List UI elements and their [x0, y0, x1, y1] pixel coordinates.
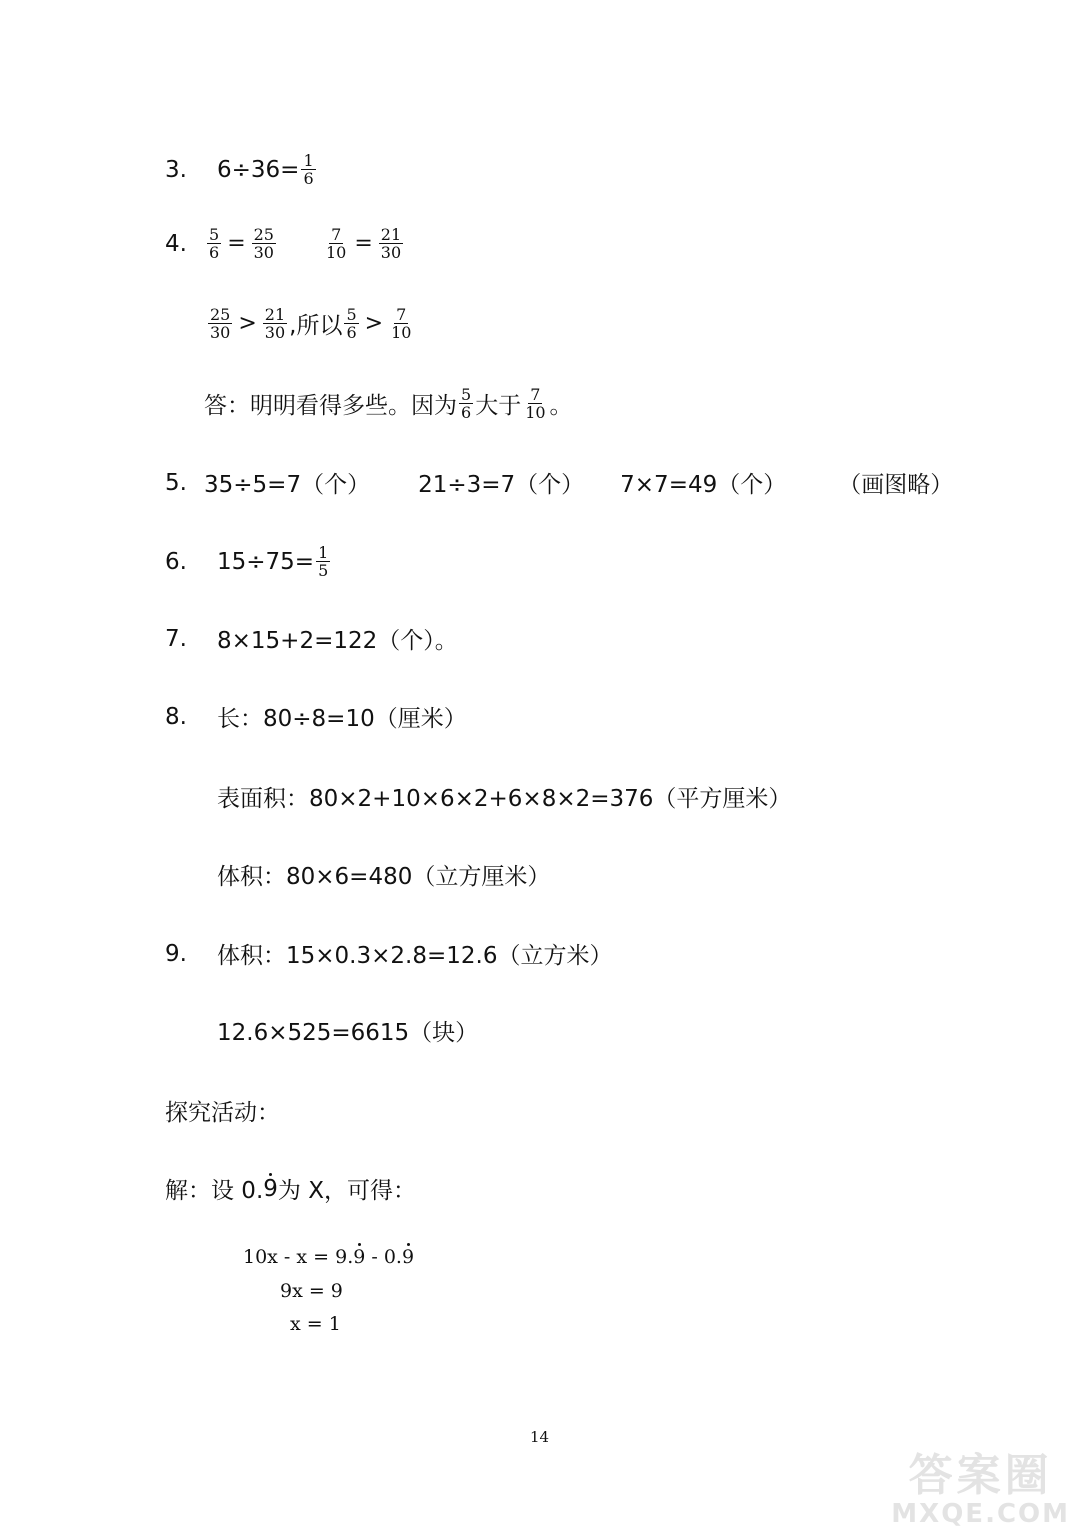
fraction: $\frac{21}{30}$: [264, 305, 286, 342]
item-number: 6.: [165, 548, 187, 575]
watermark-logo: 答案圈 MXQE.COM: [891, 1450, 1070, 1529]
explore-title: 探究活动：: [165, 1100, 280, 1126]
explore-solution: 解：设 0. 9 为 X，可得：: [165, 1175, 416, 1204]
item-3: [165, 152, 318, 187]
expression: 35÷5=7（个）: [204, 472, 371, 498]
item-4-compare: $\frac{25}{30}$ > $\frac{21}{30}$ ,所以 $\frac{5}{6}$ > $\frac{7}{10}$: [210, 305, 412, 342]
item-4: 4. $\frac{5}{6}$ = $\frac{25}{30}$ $\frac{7}{10}$ = $\frac{21}{30}$: [165, 225, 402, 262]
item-number: 7.: [165, 625, 187, 652]
item-number: 4.: [165, 230, 187, 257]
fraction: $\frac{1}{5}$: [318, 543, 329, 580]
item-5: [165, 466, 953, 499]
item-9-blocks: [217, 1014, 478, 1047]
item-8-volume: [217, 858, 550, 891]
item-4-answer: 答：明明看得多些。因为 $\frac{5}{6}$ 大于 $\frac{7}{10}$ 。: [204, 385, 573, 422]
page-number: 14: [530, 1428, 550, 1446]
item-number: 8.: [165, 703, 187, 730]
equation-1: 10x - x = 9.9 - 0.9: [243, 1246, 415, 1268]
item-number: 5.: [165, 469, 187, 496]
blocks-line: 12.6×525=6615（块）: [217, 1020, 479, 1046]
note: （画图略）: [838, 472, 954, 498]
expression: 7×7=49（个）: [620, 472, 787, 498]
volume-line: 体积：15×0.3×2.8=12.6（立方米）: [217, 943, 613, 969]
item-8: [165, 700, 467, 733]
faint-watermark: [633, 369, 660, 417]
expression: 8×15+2=122（个）。: [217, 628, 458, 654]
expression: 15÷75=: [217, 548, 315, 575]
equation-2: 9x = 9: [280, 1280, 343, 1302]
item-6: [165, 544, 332, 579]
expression: 6÷36=: [217, 156, 300, 183]
fraction: $\frac{5}{6}$: [209, 225, 220, 262]
expression: 21÷3=7（个）: [418, 472, 585, 498]
item-9: [165, 937, 612, 970]
item-7: [165, 622, 458, 655]
item-8-surface: [217, 780, 791, 813]
surface-area-line: 表面积：80×2+10×6×2+6×8×2=376（平方厘米）: [217, 786, 792, 812]
fraction: $\frac{1}{6}$: [303, 151, 314, 188]
item-number: 3.: [165, 156, 187, 183]
fraction: $\frac{21}{30}$: [380, 225, 402, 262]
fraction: $\frac{25}{30}$: [253, 225, 274, 262]
fraction: $\frac{25}{30}$: [210, 305, 231, 342]
fraction: $\frac{7}{10}$: [325, 225, 347, 262]
equation-3: x = 1: [290, 1313, 341, 1335]
item-number: 9.: [165, 940, 187, 967]
fraction: $\frac{7}{10}$: [391, 305, 412, 342]
volume-line: 体积：80×6=480（立方厘米）: [217, 864, 551, 890]
length-line: 长：80÷8=10（厘米）: [217, 706, 467, 732]
fraction: $\frac{5}{6}$: [461, 385, 472, 422]
fraction: $\frac{5}{6}$: [346, 305, 357, 342]
fraction: $\frac{7}{10}$: [525, 385, 546, 422]
